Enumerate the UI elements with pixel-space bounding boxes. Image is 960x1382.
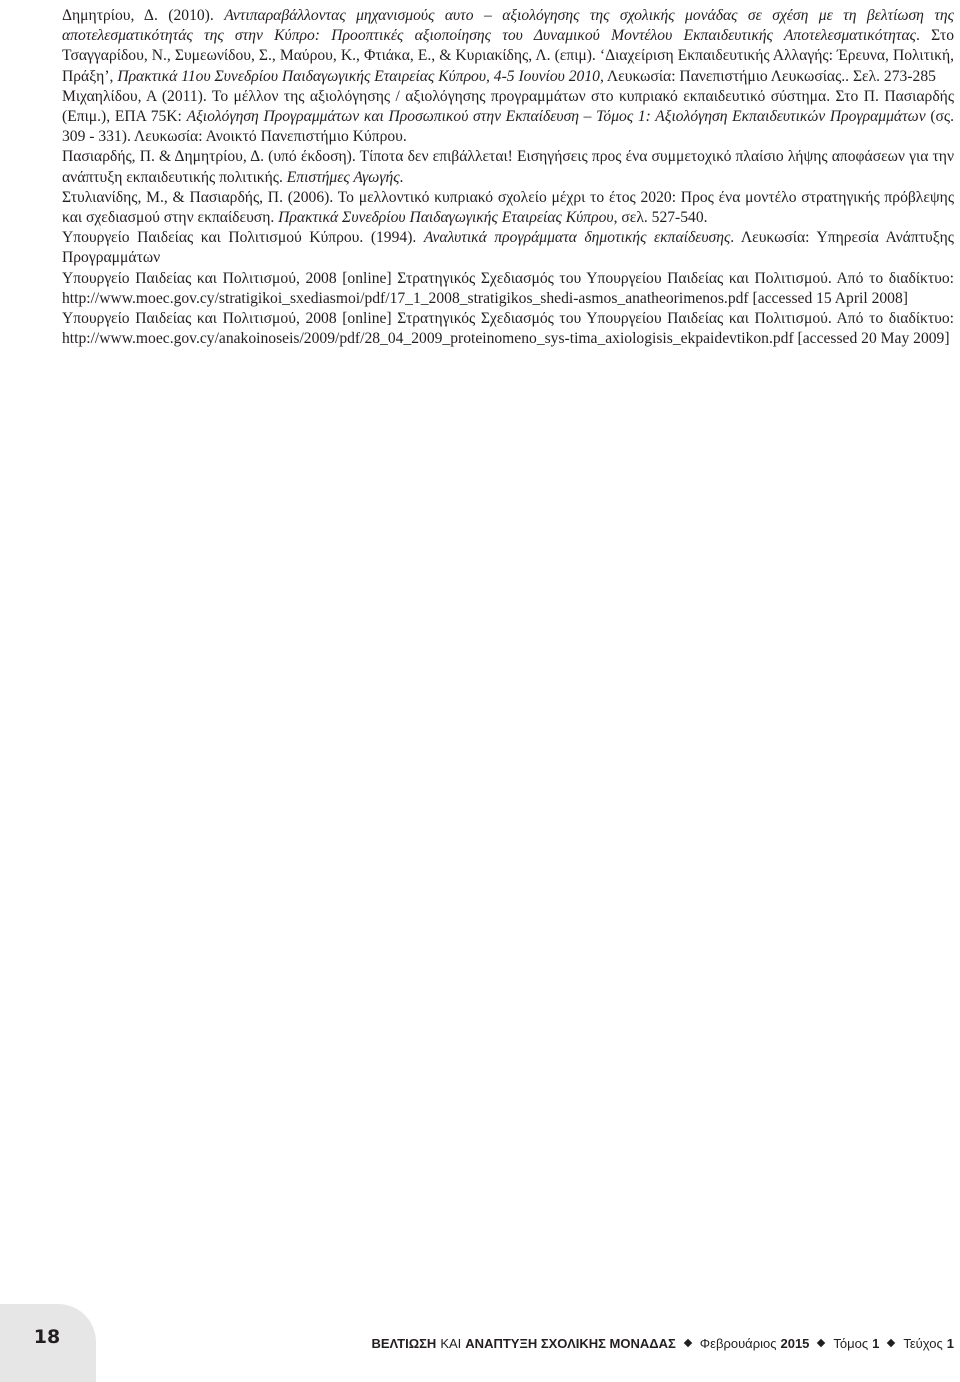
- journal-footer: [372, 1333, 955, 1353]
- journal-title-conjunction: ΚΑΙ: [440, 1335, 462, 1351]
- reference-text: , σελ. 527-540.: [613, 209, 708, 227]
- issue-month: Φεβρουάριος: [699, 1335, 777, 1351]
- reference-title: Αξιολόγηση Προγραμμάτων και Προσωπικού στην Εκπαίδευση – Τόμος 1: Αξιολόγηση Εκπαιδευτικών Προγραμμάτων: [186, 108, 926, 126]
- reference-title: Αντιπαραβάλλοντας μηχανισμούς αυτο – αξιολόγησης της σχολικής μονάδας σε σχέση με τη βελτίωση της αποτελεσματικότητάς της στην Κύπρο: Προοπτικές αξιοποίησης του Δυναμικού Μοντέλου Εκπαιδευτικής Αποτελεσματικότητας: [62, 7, 955, 45]
- reference-entry: [62, 188, 954, 228]
- issue-value: 1: [946, 1335, 954, 1351]
- reference-entry: [62, 228, 954, 268]
- reference-text: Υπουργείο Παιδείας και Πολιτισμού Κύπρου. (1994).: [62, 229, 424, 247]
- reference-text: .: [399, 168, 404, 186]
- issue-year: 2015: [780, 1335, 810, 1351]
- separator-bullet-icon: [817, 1339, 825, 1347]
- reference-text: (σς. 309 - 331). Λευκωσία: Ανοικτό Πανεπιστήμιο Κύπρου.: [62, 108, 954, 146]
- reference-text: . Λευκωσία: Υπηρεσία Ανάπτυξης Προγραμμάτων: [62, 229, 954, 267]
- reference-entry: [62, 87, 954, 148]
- volume-value: 1: [872, 1335, 880, 1351]
- volume-label: Τόμος: [833, 1335, 869, 1351]
- reference-entry: [62, 147, 954, 187]
- journal-title-word-1: ΒΕΛΤΙΩΣΗ: [371, 1335, 437, 1351]
- issue-label: Τεύχος: [903, 1335, 943, 1351]
- page-number: 18: [33, 1326, 61, 1348]
- journal-title-word-2: ΑΝΑΠΤΥΞΗ ΣΧΟΛΙΚΗΣ ΜΟΝΑΔΑΣ: [465, 1335, 676, 1351]
- reference-entry: [62, 6, 954, 87]
- separator-bullet-icon: [684, 1339, 692, 1347]
- reference-text: Πασιαρδής, Π. & Δημητρίου, Δ. (υπό έκδοση). Τίποτα δεν επιβάλλεται! Εισηγήσεις προς ένα συμμετοχικό πλαίσιο λήψης αποφάσεων για την ανάπτυξη εκπαιδευτικής πολιτικής.: [62, 148, 954, 186]
- reference-text: . Στο Τσαγγαρίδου, Ν., Συμεωνίδου, Σ., Μαύρου, Κ., Φτιάκα, Ε., & Κυριακίδης, Λ. (επιμ). ‘Διαχείριση Εκπαιδευτικής Αλλαγής: Έρευνα, Πολιτική, Πράξη’,: [62, 27, 955, 85]
- reference-title: Πρακτικά 11ου Συνεδρίου Παιδαγωγικής Εταιρείας Κύπρου, 4-5 Ιουνίου 2010: [117, 67, 600, 85]
- separator-bullet-icon: [887, 1339, 895, 1347]
- page-number-tab: [0, 1304, 96, 1382]
- reference-title: Επιστήμες Αγωγής: [286, 168, 400, 186]
- reference-text: Στυλιανίδης, Μ., & Πασιαρδής, Π. (2006). Το μελλοντικό κυπριακό σχολείο μέχρι το έτος 2020: Προς ένα μοντέλο στρατηγικής πρόβλεψης και σχεδιασμού στην εκπαίδευση.: [62, 188, 954, 227]
- reference-text: Υπουργείο Παιδείας και Πολιτισμού, 2008 [online] Στρατηγικός Σχεδιασμός του Υπουργείου Παιδείας και Πολιτισμού. Από το διαδίκτυο: http://www.moec.gov.cy/anakoinoseis/2009/pdf/28_04_2009_proteinomeno_sys-tima_axiologisis_ekpaidevtikon.pdf [accessed 20 May 2009]: [62, 310, 954, 348]
- reference-entry: [62, 269, 954, 309]
- reference-text: , Λευκωσία: Πανεπιστήμιο Λευκωσίας.. Σελ. 273-285: [599, 67, 936, 85]
- reference-title: Αναλυτικά προγράμματα δημοτικής εκπαίδευσης: [423, 229, 731, 247]
- reference-title: Πρακτικά Συνεδρίου Παιδαγωγικής Εταιρείας Κύπρου: [278, 209, 614, 227]
- reference-text: Υπουργείο Παιδείας και Πολιτισμού, 2008 [online] Στρατηγικός Σχεδιασμός του Υπουργείου Παιδείας και Πολιτισμού. Από το διαδίκτυο: http://www.moec.gov.cy/stratigikoi_sxediasmoi/pdf/17_1_2008_stratigikos_shedi-asmos_anatheorimenos.pdf [accessed 15 April 2008]: [62, 269, 954, 307]
- reference-text: Μιχαηλίδου, Α (2011). Το μέλλον της αξιολόγησης / αξιολόγησης προγραμμάτων στο κυπριακό εκπαιδευτικό σύστημα. Στο Π. Πασιαρδής (Επιμ.), ΕΠΑ 75Κ:: [62, 87, 954, 126]
- reference-list: [62, 6, 954, 349]
- reference-entry: [62, 309, 954, 349]
- reference-text: Δημητρίου, Δ. (2010).: [62, 7, 225, 24]
